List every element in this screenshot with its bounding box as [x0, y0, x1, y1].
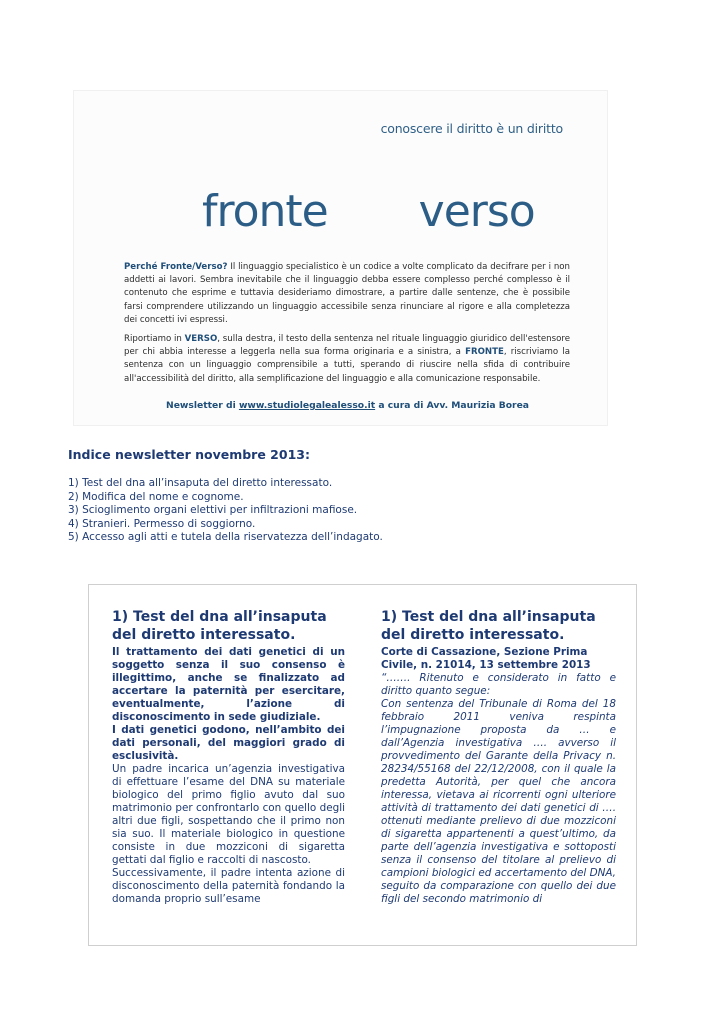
- article-lead-2: I dati genetici godono, nell’ambito dei dati personali, del maggiori grado di esclusività.: [112, 724, 345, 762]
- article-fronte-column: [112, 608, 345, 906]
- masthead-brand: [202, 186, 535, 237]
- intro-text-2c: , riscriviamo la sentenza con un linguaggio comprensibile a tutti, sperando di riuscire nella sfida di contribuire all'accessibilità del diritto, alla semplificazione del linguaggio e alla comunicazione responsabile.: [124, 347, 571, 384]
- index-item: 3) Scioglimento organi elettivi per infiltrazioni mafiose.: [68, 504, 358, 517]
- index-item: 4) Stranieri. Permesso di soggiorno.: [68, 517, 256, 530]
- masthead-tagline: conoscere il diritto è un diritto: [380, 121, 563, 136]
- newsletter-suffix: a cura di Avv. Maurizia Borea: [375, 400, 530, 411]
- intro-text-2b: , sulla destra, il testo della sentenza nel rituale linguaggio giuridico dell'estensore per chi abbia interesse a leggerla nella sua forma originaria e a sinistra, a: [124, 334, 570, 358]
- masthead-banner: [73, 90, 608, 426]
- intro-text-2a: Riportiamo in: [124, 334, 185, 345]
- intro-question: Perché Fronte/Verso?: [124, 262, 228, 272]
- article-lead-1: Il trattamento dei dati genetici di un soggetto senza il suo consenso è illegittimo, anche se finalizzato ad accertare la paternità per esercitare, eventualmente, l’azione di disconoscimento in sede giudiziale.: [112, 646, 345, 723]
- court-reference: Corte di Cassazione, Sezione Prima Civile, n. 21014, 13 settembre 2013: [381, 646, 591, 671]
- intro-verso: VERSO: [184, 334, 218, 345]
- newsletter-link[interactable]: www.studiolegalealesso.it: [238, 400, 376, 411]
- newsletter-credit: [166, 400, 546, 411]
- intro-fronte: FRONTE: [465, 347, 504, 358]
- index-list: [68, 477, 383, 545]
- index-item: 1) Test del dna all’insaputa del diretto interessato.: [68, 477, 333, 489]
- article-body-2: Successivamente, il padre intenta azione di disconoscimento della paternità fondando la domanda proprio sull’esame: [112, 867, 345, 905]
- article-body-1: Un padre incarica un’agenzia investigativa di effettuare l’esame del DNA su materiale biologico del primo figlio avuto dal suo matrimonio per confrontarlo con quello degli altri due figli, sospettando che il primo non sia suo. Il materiale biologico in questione consiste in due mozziconi di sigaretta gettati dal figlio e raccolti di nascosto.: [112, 763, 345, 866]
- ruling-text: Con sentenza del Tribunale di Roma del 18 febbraio 2011 veniva respinta l’impugnazione proposta da … e dall’Agenzia investigativa …. avverso il provvedimento del Garante della Privacy n. 28234/55168 del 22/12/2008, con il quale la predetta Autorità, per quel che ancora interessa, vietava ai ricorrenti ogni ulteriore attività di trattamento dei dati genetici di …. ottenuti mediante prelievo di due mozziconi di sigaretta appartenenti a quest’ultimo, da parte dell’agenzia investigativa e sottoposti senza il consenso del titolare al prelievo di campioni biologici ed accertamento del DNA, seguito da comparazione con quello dei due figli del secondo matrimonio di: [381, 698, 616, 905]
- intro-paragraph-1: [124, 261, 570, 327]
- article-heading-right: 1) Test del dna all’insaputa del diretto interessato.: [381, 609, 596, 643]
- intro-text-1: Il linguaggio specialistico è un codice a volte complicato da decifrare per i non addetti ai lavori. Sembra inevitabile che il linguaggio debba essere complesso perché complesso è il contenuto che esprime e tuttavia desideriamo dimostrare, a partire dalle sentenze, che è possibile farsi comprendere utilizzando un linguaggio accessibile senza rinunciare al rigore e alla completezza dei concetti ivi espressi.: [124, 262, 570, 325]
- intro-paragraph-2: [124, 333, 570, 386]
- article-panel: [88, 584, 637, 946]
- article-verso-column: [381, 608, 616, 906]
- index-item: 2) Modifica del nome e cognome.: [68, 490, 244, 503]
- ruling-intro: “……. Ritenuto e considerato in fatto e diritto quanto segue:: [381, 672, 616, 697]
- masthead-intro: [124, 261, 570, 386]
- article-heading-left: 1) Test del dna all’insaputa del diretto interessato.: [112, 609, 327, 643]
- index-title: Indice newsletter novembre 2013:: [68, 447, 310, 462]
- newsletter-prefix: Newsletter di: [166, 400, 239, 411]
- index-item: 5) Accesso agli atti e tutela della riservatezza dell’indagato.: [68, 531, 383, 544]
- brand-fronte: fronte: [202, 186, 328, 237]
- brand-verso: verso: [418, 186, 535, 237]
